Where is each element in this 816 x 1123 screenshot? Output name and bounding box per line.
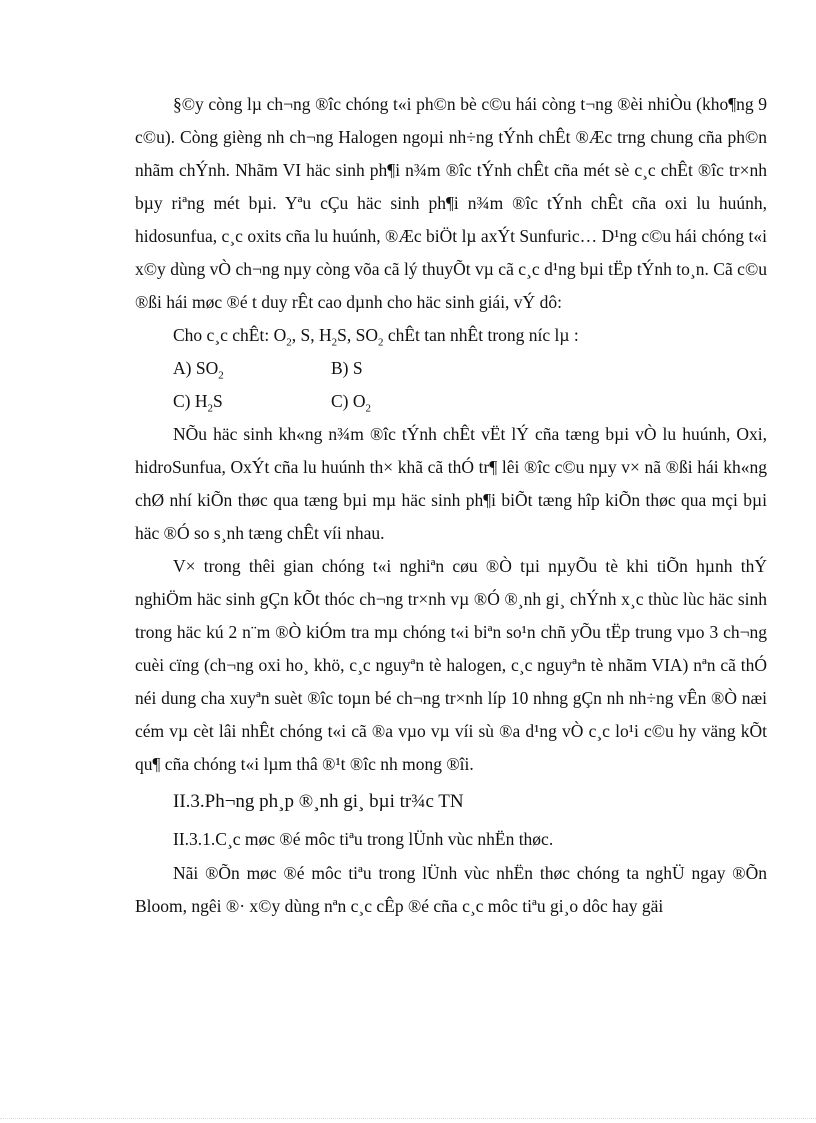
page-bottom-border — [0, 1118, 816, 1120]
document-page — [135, 88, 767, 923]
option-d: C) $O_2$ — [331, 391, 372, 415]
option-a: A) $SO_2$ — [173, 358, 224, 382]
paragraph-2: NÕu häc sinh kh«ng n¾m ®îc tÝnh chÊt vËt lÝ cña tæng bµi vÒ lu huúnh, Oxi, hidroSunfua, OxÝt cña lu huúnh th× khã cã thÓ tr¶ lêi ®îc c©u nµy v× nã ®ßi hái kh«ng chØ nhí kiÕn thøc qua tæng bµi mµ häc sinh ph¶i biÕt tæng hîp kiÕn thøc qua mçi bµi häc ®Ó so s¸nh tæng chÊt víi nhau. — [135, 424, 767, 543]
option-c: C) $H_2S$ — [173, 391, 223, 415]
paragraph-1: §©y còng lµ ch¬ng ®îc chóng t«i ph©n bè c©u hái còng t¬ng ®èi nhiÒu (kho¶ng 9 c©u). Còng gièng nh ch¬ng Halogen ngoµi nh÷ng tÝnh chÊt ®Æc trng chung cña ph©n nhãm chÝnh. Nhãm VI häc sinh ph¶i n¾m ®îc tÝnh chÊt cña mét sè c¸c chÊt ®îc tr×nh bµy riªng mét bµi. Yªu cÇu häc sinh ph¶i n¾m ®îc tÝnh chÊt cña oxi lu huúnh, hidosunfua, c¸c oxits cña lu huúnh, ®Æc biÖt lµ axÝt Sunfuric… D¹ng c©u hái chóng t«i x©y dùng vÒ ch¬ng nµy còng võa cã lý thuyÕt vµ cã c¸c d¹ng bµi tËp tÝnh to¸n. Cã c©u ®ßi hái møc ®é t duy rÊt cao dµnh cho häc sinh giái, vÝ dô: — [135, 94, 767, 312]
option-b: B) S — [331, 358, 363, 378]
paragraph-3: V× trong thêi gian chóng t«i nghiªn cøu ®Ò tµi nµyÕu tè khi tiÕn hµnh thÝ nghiÖm häc sinh gÇn kÕt thóc ch¬ng tr×nh vµ ®Ó ®¸nh gi¸ chÝnh x¸c thùc lùc häc sinh trong häc kú 2 n¨m ®Ò kiÓm tra mµ chóng t«i biªn so¹n chñ yÕu tËp trung vµo 3 ch¬ng cuèi cïng (ch¬ng oxi ho¸ khö, c¸c nguyªn tè halogen, c¸c nguyªn tè nhãm VIA) nªn cã thÓ néi dung cha xuyªn suèt ®îc toµn bé ch¬ng tr×nh líp 10 nhng gÇn nh nh÷ng vÊn ®Ò næi cém vµ cèt lâi nhÊt chóng t«i cã ®a vµo vµ víi sù ®a d¹ng vÒ c¸c lo¹i c©u hy väng kÕt qu¶ cña chóng t«i lµm thâ ®¹t ®îc nh mong ®îi. — [135, 556, 767, 774]
subsection-heading: II.3.1.C¸c møc ®é môc tiªu trong lÜnh vùc nhËn thøc. — [173, 829, 554, 849]
section-heading: II.3.Ph¬ng ph¸p ®¸nh gi¸ bµi tr¾c TN — [173, 791, 464, 812]
question-line: Cho c¸c chÊt: $O_2$, S, $H_2S$, $SO_2$ chÊt tan nhÊt trong níc lµ : — [173, 325, 579, 349]
answer-options — [173, 352, 767, 418]
paragraph-4: Nãi ®Õn møc ®é môc tiªu trong lÜnh vùc nhËn thøc chóng ta nghÜ ngay ®Õn Bloom, ngêi ®· x©y dùng nªn c¸c cÊp ®é cña c¸c môc tiªu gi¸o dôc hay gäi — [135, 863, 767, 916]
